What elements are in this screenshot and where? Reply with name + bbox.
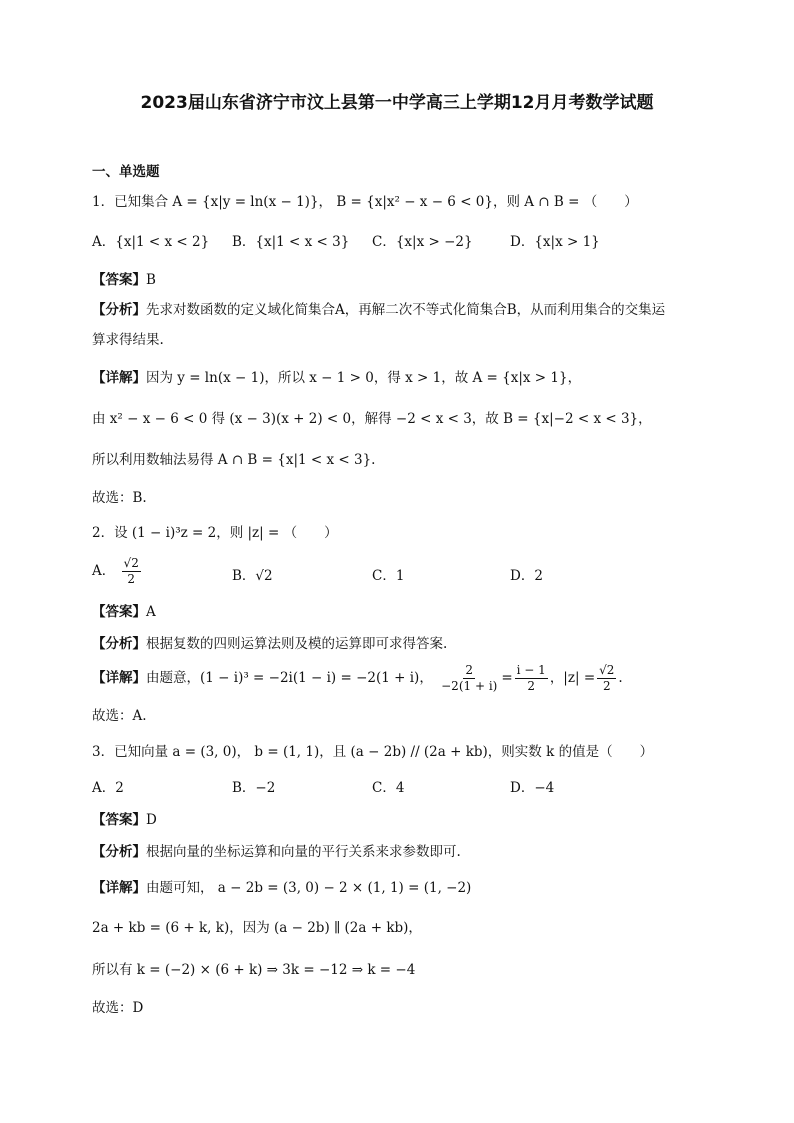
q2-answer-value: A (146, 604, 156, 620)
q1-option-b: B．{x|1 < x < 3} (232, 234, 350, 250)
section-heading: 一、单选题 (92, 164, 160, 180)
q1-option-d: D．{x|x > 1} (510, 234, 600, 250)
q3-detail-line2: 2a + kb = (6 + k, k)，因为 (a − 2b) ∥ (2a + kb)， (92, 920, 422, 936)
q2-analysis (92, 634, 447, 654)
q2-option-b: B．√2 (232, 568, 273, 584)
q3-option-a: A．2 (92, 780, 124, 796)
analysis-tag: 【分析】 (92, 844, 146, 860)
detail-tag: 【详解】 (92, 370, 146, 386)
q3-analysis (92, 842, 461, 862)
q2-fraction-2: $\frac{i - 1}{2}$ (516, 663, 546, 693)
q1-analysis-text: 先求对数函数的定义域化简集合A，再解二次不等式化简集合B，从而利用集合的交集运 (146, 302, 666, 318)
q1-choose: 故选：B. (92, 490, 147, 506)
q2-option-d: D．2 (510, 568, 543, 584)
q1-option-a: A．{x|1 < x < 2} (92, 234, 210, 250)
answer-tag: 【答案】 (92, 604, 146, 620)
detail-tag: 【详解】 (92, 670, 146, 686)
q3-answer-value: D (146, 812, 157, 828)
equals-sign: = (501, 670, 513, 686)
q1-answer-value: B (146, 272, 156, 288)
q2-option-a-label: A． (92, 563, 116, 579)
q1-detail-line3: 所以利用数轴法易得 A ∩ B = {x|1 < x < 3}. (92, 452, 376, 468)
q1-stem: 1．已知集合 A = {x|y = ln(x − 1)}， B = {x|x² − x − 6 < 0}，则 A ∩ B = （ ） (92, 194, 638, 210)
q3-detail-text: 由题可知， a − 2b = (3, 0) − 2 × (1, 1) = (1, −2) (146, 880, 472, 896)
q2-option-c: C．1 (372, 568, 405, 584)
answer-tag: 【答案】 (92, 272, 146, 288)
q3-stem: 3．已知向量 a = (3, 0)， b = (1, 1)，且 (a − 2b) // (2a + kb)，则实数 k 的值是（ ） (92, 744, 654, 760)
q3-option-d: D．−4 (510, 780, 555, 796)
q2-option-a-fraction: $\frac{√2}{2}$ (123, 556, 139, 586)
q2-answer (92, 602, 156, 622)
q3-option-b: B．−2 (232, 780, 276, 796)
analysis-tag: 【分析】 (92, 636, 146, 652)
q1-analysis-cont: 算求得结果. (92, 332, 164, 348)
q1-detail-line2: 由 x² − x − 6 < 0 得 (x − 3)(x + 2) < 0，解得 −2 < x < 3，故 B = {x|−2 < x < 3}， (92, 411, 652, 427)
detail-tag: 【详解】 (92, 880, 146, 896)
q1-option-c: C．{x|x > −2} (372, 234, 473, 250)
analysis-tag: 【分析】 (92, 302, 146, 318)
period: . (618, 670, 623, 686)
q1-detail (92, 368, 581, 388)
page-title: 2023届山东省济宁市汶上县第一中学高三上学期12月月考数学试题 (140, 93, 654, 113)
q1-answer (92, 270, 156, 290)
answer-tag: 【答案】 (92, 812, 146, 828)
q2-choose: 故选：A. (92, 708, 147, 724)
q1-detail-text: 因为 y = ln(x − 1)，所以 x − 1 > 0，得 x > 1，故 A = {x|x > 1}， (146, 370, 582, 386)
q2-detail-text: 由题意，(1 − i)³ = −2i(1 − i) = −2(1 + i)， (146, 670, 433, 686)
q2-modulus-text: ，|z| = (549, 670, 596, 686)
q2-analysis-text: 根据复数的四则运算法则及模的运算即可求得答案. (146, 636, 448, 652)
q1-analysis (92, 300, 665, 320)
q3-detail (92, 878, 471, 898)
q2-fraction-3: $\frac{√2}{2}$ (599, 663, 615, 693)
q3-option-c: C．4 (372, 780, 405, 796)
q3-analysis-text: 根据向量的坐标运算和向量的平行关系来求参数即可. (146, 844, 461, 860)
q2-detail (92, 660, 623, 696)
q2-option-a (92, 556, 143, 587)
q3-choose: 故选：D (92, 1000, 144, 1016)
q2-stem: 2．设 (1 − i)³z = 2，则 |z| = （ ） (92, 525, 338, 541)
q2-fraction-1: $\frac{2}{-2(1 + i)}$ (441, 663, 498, 693)
q3-detail-line3: 所以有 k = (−2) × (6 + k) ⇒ 3k = −12 ⇒ k = −4 (92, 962, 416, 978)
q3-answer (92, 810, 157, 830)
